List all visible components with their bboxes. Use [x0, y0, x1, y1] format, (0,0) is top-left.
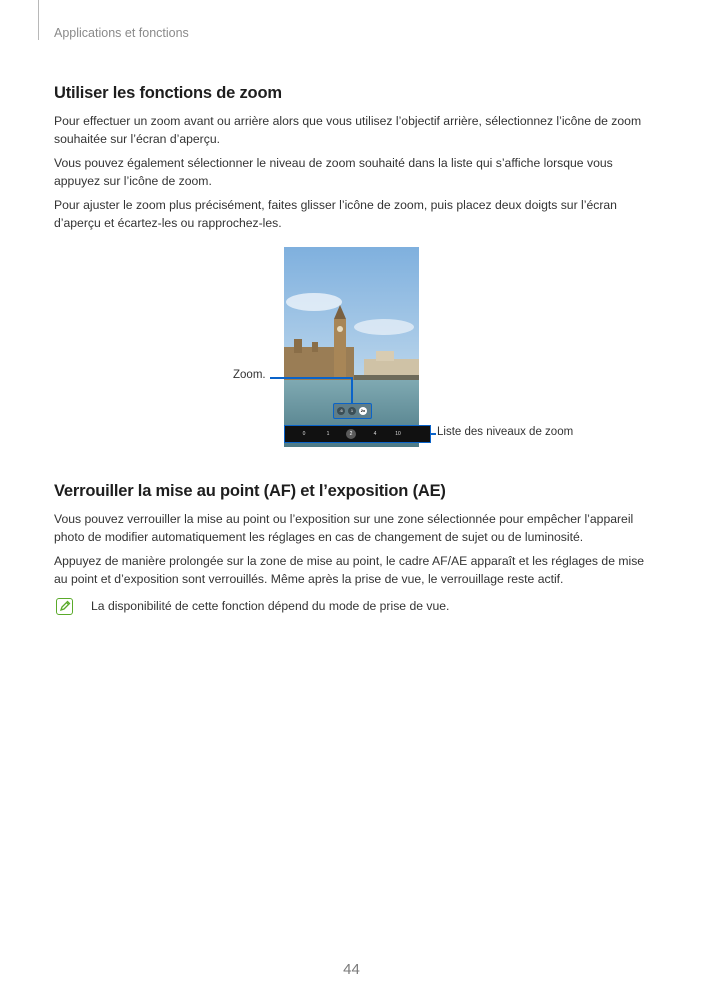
zoom-level-item[interactable]: 0 — [302, 431, 306, 437]
af-paragraph-2: Appuyez de manière prolongée sur la zone de mise au point, le cadre AF/AE apparaît et les réglages de mise au point et d’exposition sont verrouillés. Même après la prise de vue, le verrouillage reste actif. — [54, 554, 645, 586]
header-rule — [38, 0, 39, 40]
note-pencil-icon — [56, 598, 73, 615]
zoom-icon-2x[interactable]: 2x — [360, 408, 366, 413]
zoom-icon-ultrawide[interactable]: .6 — [337, 407, 345, 415]
levels-callout-line — [431, 433, 436, 435]
section-header: Applications et fonctions — [54, 26, 189, 40]
zoom-callout-line — [270, 377, 352, 379]
page-number: 44 — [343, 961, 360, 978]
note-text: La disponibilité de cette fonction dépend du mode de prise de vue. — [91, 599, 450, 613]
zoom-callout-label: Zoom. — [233, 369, 266, 381]
zoom-level-item[interactable]: 4 — [373, 431, 377, 437]
zoom-levels-list[interactable] — [284, 425, 431, 443]
zoom-level-item[interactable]: 1 — [326, 431, 330, 437]
zoom-paragraph-2: Vous pouvez également sélectionner le niveau de zoom souhaité dans la liste qui s’affiche lorsque vous appuyez sur l’icône de zoom. — [54, 156, 613, 188]
zoom-icons-group[interactable] — [333, 403, 372, 419]
levels-callout-label: Liste des niveaux de zoom — [437, 426, 574, 438]
zoom-paragraph-1: Pour effectuer un zoom avant ou arrière alors que vous utilisez l’objectif arrière, sélectionnez l’icône de zoom souhaitée sur l’écran d’aperçu. — [54, 114, 642, 146]
zoom-level-item[interactable]: 2 — [346, 429, 356, 439]
zoom-level-item[interactable]: 10 — [395, 431, 401, 437]
af-paragraph-1: Vous pouvez verrouiller la mise au point ou l’exposition sur une zone sélectionnée pour empêcher l’appareil photo de modifier automatiquement les réglages en cas de changement de sujet ou de luminosité. — [54, 512, 634, 544]
zoom-icon-1x[interactable]: 1 — [348, 407, 356, 415]
af-section-title: Verrouiller la mise au point (AF) et l’exposition (AE) — [54, 482, 446, 500]
zoom-callout-line-vertical — [351, 377, 353, 404]
zoom-paragraph-3: Pour ajuster le zoom plus précisément, faites glisser l’icône de zoom, puis placez deux doigts sur l’écran d’aperçu et écartez-les ou rapprochez-les. — [54, 198, 617, 230]
zoom-section-title: Utiliser les fonctions de zoom — [54, 84, 282, 102]
